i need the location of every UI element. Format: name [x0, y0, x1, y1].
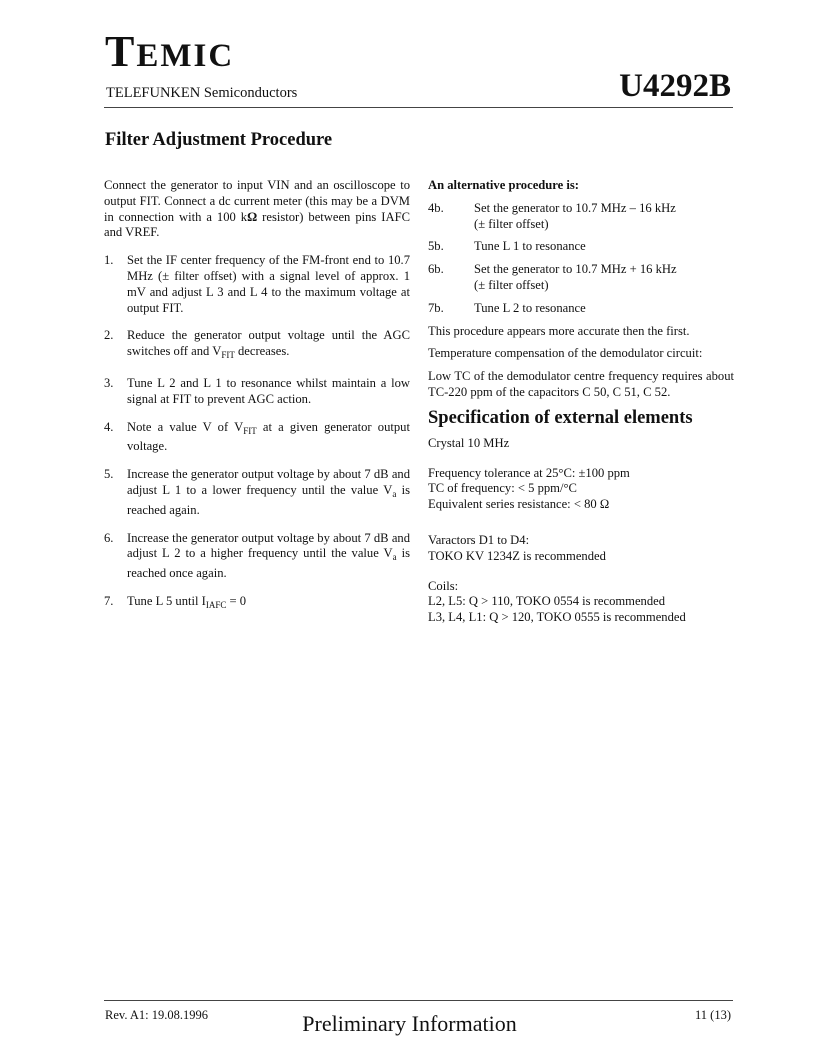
alt-procedure-heading: An alternative procedure is: — [428, 178, 579, 192]
company-subtitle: TELEFUNKEN Semiconductors — [106, 85, 298, 101]
coils-block: Coils: L2, L5: Q > 110, TOKO 0554 is recommended L3, L4, L1: Q > 120, TOKO 0555 is recommended — [428, 578, 686, 625]
section-title: Filter Adjustment Procedure — [105, 130, 333, 150]
step-item: 6. Increase the generator output voltage by about 7 dB and adjust L 2 to a higher frequency until the value $V_a$ is reached once again. — [104, 530, 410, 581]
preliminary-label: Preliminary Information — [302, 1011, 517, 1036]
header-divider — [104, 107, 733, 108]
crystal-block: Crystal 10 MHz — [428, 435, 510, 450]
step-item: 1. Set the IF center frequency of the FM-front end to 10.7 MHz (± filter offset) with a signal level of approx. 1 mV and adjust L 3 and L 4 to the maximum voltage at output FIT. — [104, 253, 410, 315]
page-number: 11 (13) — [695, 1008, 731, 1022]
alt-step-item: 4b. Set the generator to 10.7 MHz – 16 kHz (± filter offset) — [428, 200, 676, 231]
spec-section-title: Specification of external elements — [428, 407, 693, 428]
alt-step-item: 7b. Tune L 2 to resonance — [428, 300, 586, 315]
right-column — [428, 178, 734, 640]
crystal-spec-block: Frequency tolerance at 25°C: ±100 ppm TC of frequency: < 5 ppm/°C Equivalent series resistance: < 80 Ω — [428, 465, 630, 512]
left-column — [104, 178, 410, 626]
temperature-compensation-text: Low TC of the demodulator centre frequency requires about TC-220 ppm of the capacitors C 50, C 51, C 52. — [428, 369, 734, 399]
procedure-note: This procedure appears more accurate then the first. — [428, 323, 690, 338]
alt-step-item: 6b. Set the generator to 10.7 MHz + 16 kHz (± filter offset) — [428, 262, 677, 292]
intro-paragraph: Connect the generator to input VIN and an oscilloscope to output FIT. Connect a dc current meter (this may be a DVM in connection with a 100 kΩ resistor) between pins IAFC and VREF. — [104, 178, 410, 240]
alt-step-item: 5b. Tune L 1 to resonance — [428, 239, 586, 254]
company-logo: TEMIC — [105, 27, 235, 76]
revision-date: Rev. A1: 19.08.1996 — [105, 1008, 209, 1022]
step-item: 2. Reduce the generator output voltage until the AGC switches off and $V_{FIT}$ decreases. — [104, 328, 410, 361]
step-item: 4. Note a value V of $V_{FIT}$ at a given generator output voltage. — [104, 419, 410, 454]
varactor-block: Varactors D1 to D4: TOKO KV 1234Z is recommended — [428, 532, 606, 563]
part-number: U4292B — [619, 68, 731, 104]
step-item: 5. Increase the generator output voltage by about 7 dB and adjust L 1 to a lower frequency until the value $V_a$ is reached again. — [104, 467, 410, 517]
footer-divider — [104, 1000, 733, 1001]
step-item: 7. Tune L 5 until $I_{IAFC} = 0$ — [104, 593, 247, 610]
temperature-compensation-heading: Temperature compensation of the demodulator circuit: — [428, 346, 703, 361]
step-item: 3. Tune L 2 and L 1 to resonance whilst maintain a low signal at FIT to prevent AGC action. — [104, 375, 410, 406]
